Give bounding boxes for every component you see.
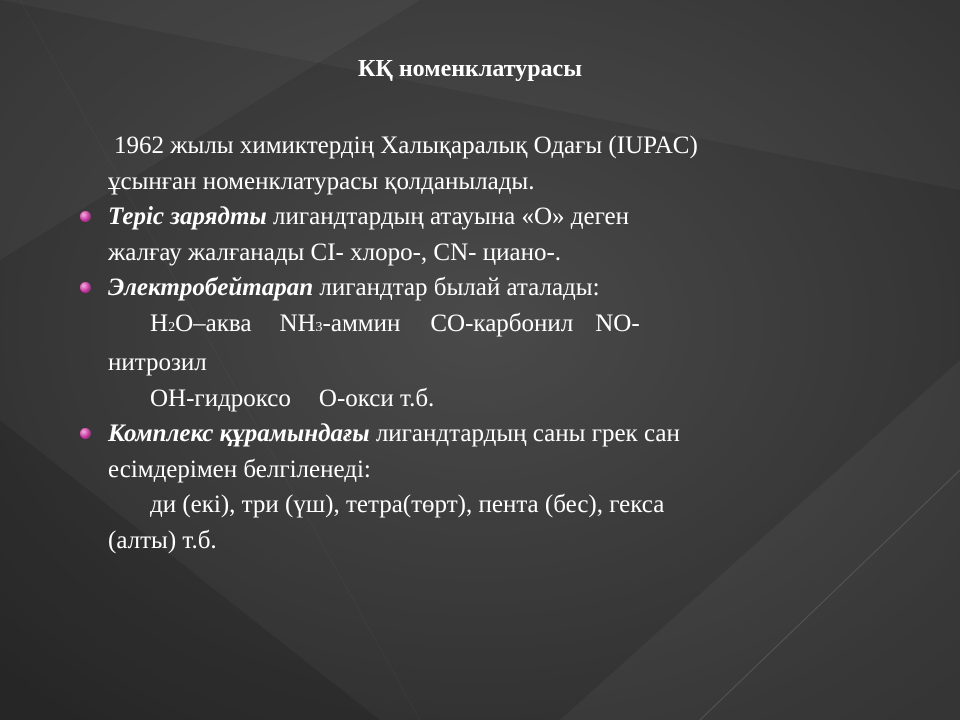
formula-nh: NH xyxy=(279,309,316,337)
slide-title: КҚ номенклатурасы xyxy=(358,56,582,82)
bullet-bold: Электробейтарап xyxy=(108,274,314,301)
bullet-negative-ligands xyxy=(80,199,870,270)
bullet-text: лигандтардың атауына «О» деген xyxy=(266,203,630,230)
slide-body xyxy=(80,128,870,558)
formula-nh-sub: 3 xyxy=(315,319,323,335)
formula-h-sub: 2 xyxy=(168,319,176,335)
nitrozil-text: нитрозил xyxy=(108,349,207,376)
formula-nitrozo: NO- xyxy=(595,309,640,337)
formula-aqua: O–аква xyxy=(175,309,252,337)
formula-carbonyl: CO-карбонил xyxy=(430,309,574,337)
bullet-text: лигандтар былай аталады: xyxy=(313,274,600,301)
bullet-complex-composition xyxy=(80,416,870,558)
hydroxo-line xyxy=(108,381,870,417)
bullet-icon xyxy=(80,211,91,222)
bullet-neutral-ligands xyxy=(80,270,870,416)
bullet-text: лигандтардың саны грек сан xyxy=(369,420,680,447)
neutral-ligand-line xyxy=(108,306,870,346)
greek-line-1: ди (екі), три (үш), тетра(төрт), пента (бес), гекса xyxy=(150,491,665,518)
formula-oxo: O-окси т.б. xyxy=(318,384,435,412)
formula-h: H xyxy=(150,309,169,337)
intro-line-1: 1962 жылы химиктердің Халықаралық Одағы (IUPAC) xyxy=(114,132,698,159)
intro-paragraph xyxy=(80,128,870,199)
bullet-bold: Теріс зарядты xyxy=(108,203,267,230)
formula-ammin: -аммин xyxy=(322,309,401,337)
bullet-line-2: есімдерімен белгіленеді: xyxy=(108,455,371,483)
greek-line-2: (алты) т.б. xyxy=(108,526,217,554)
bullet-icon xyxy=(80,282,91,293)
bullet-bold: Комплекс құрамындағы xyxy=(108,420,370,447)
formula-oh: OH-гидроксо xyxy=(150,384,291,412)
intro-line-2: ұсынған номенклатурасы қолданылады. xyxy=(108,167,535,195)
bullet-icon xyxy=(80,428,91,439)
bullet-line-2: жалғау жалғанады CI- хлоро-, CN- циано-. xyxy=(108,238,562,266)
